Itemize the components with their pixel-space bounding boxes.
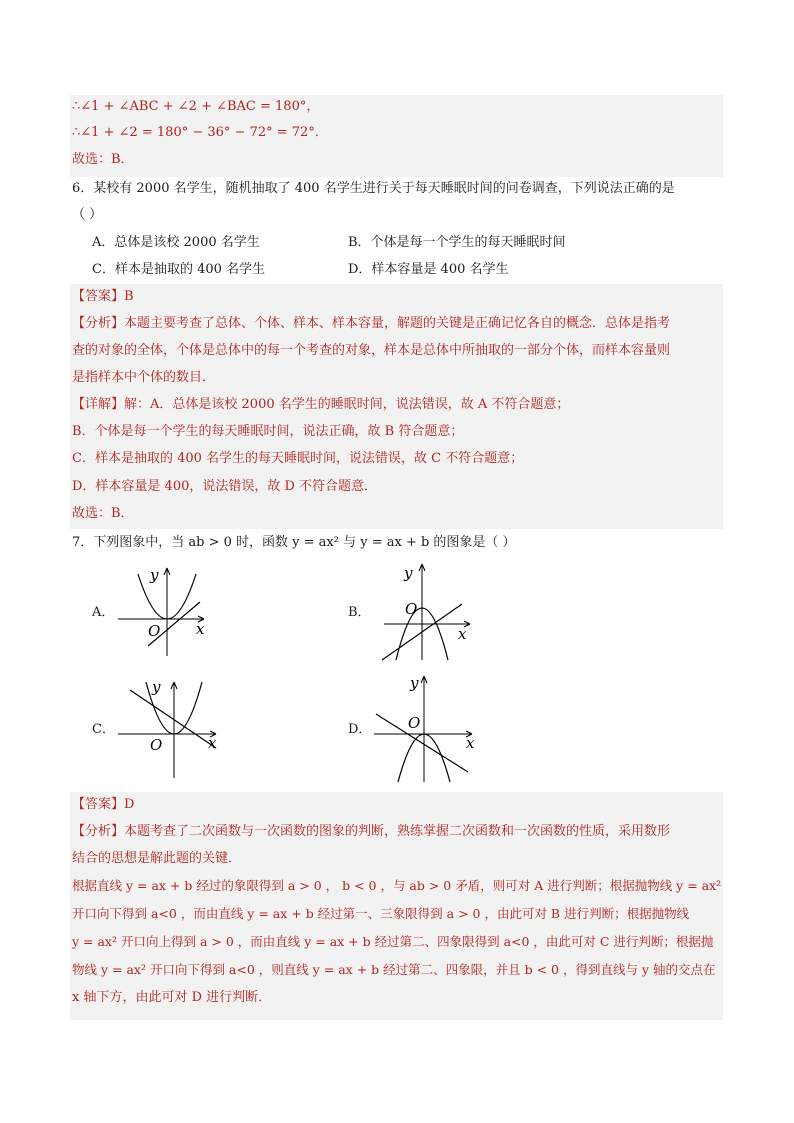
q6-answer: 【答案】B: [72, 289, 134, 304]
q6-detail-2: B．个体是每一个学生的每天睡眠时间，说法正确，故 B 符合题意；: [72, 424, 464, 439]
q7-stem: 7．下列图象中，当 ab > 0 时，函数 y = ax² 与 y = ax + b 的图象是（ ）: [72, 535, 516, 550]
q7-label-a: A．: [92, 605, 115, 620]
graph-a-y-label: y: [150, 566, 159, 584]
proof-line-2: ∴∠1 + ∠2 = 180° − 36° − 72° = 72°．: [72, 125, 328, 140]
q7-paragraph-3: y = ax² 开口向上得到 a > 0 ，而由直线 y = ax + b 经过第二、四象限得到 a<0 ，由此可对 C 进行判断；根据抛: [72, 934, 714, 949]
graph-d-y-label: y: [410, 674, 419, 692]
q7-paragraph-5: x 轴下方，由此可对 D 进行判断．: [72, 990, 272, 1005]
q6-paren: （ ）: [72, 207, 103, 222]
q6-option-a: A．总体是该校 2000 名学生: [92, 235, 260, 250]
choose-line-q5: 故选：B．: [72, 152, 134, 167]
graph-b-x-label: x: [458, 625, 467, 643]
q7-paragraph-2: 开口向下得到 a<0 ，而由直线 y = ax + b 经过第一、三象限得到 a > 0 ，由此可对 B 进行判断；根据抛物线: [72, 906, 690, 921]
q6-option-b: B．个体是每一个学生的每天睡眠时间: [348, 235, 566, 250]
graph-a-x-label: x: [196, 620, 205, 638]
graph-b-origin: O: [405, 600, 418, 618]
q7-label-b: B．: [348, 605, 371, 620]
graph-d-origin: O: [408, 714, 421, 732]
graph-c-x-label: x: [208, 734, 217, 752]
q7-answer: 【答案】D: [72, 797, 135, 812]
q7-paragraph-1: 根据直线 y = ax + b 经过的象限得到 a > 0 ， b < 0 ，与 ab > 0 矛盾，则可对 A 进行判断；根据抛物线 y = ax²: [72, 878, 722, 893]
graph-b-y-label: y: [404, 564, 413, 582]
graph-b: [378, 560, 478, 664]
q7-label-d: D．: [348, 722, 372, 737]
graph-d: [368, 672, 480, 784]
graph-c-origin: O: [150, 736, 163, 754]
graph-c-y-label: y: [152, 678, 161, 696]
graph-d-x-label: x: [466, 734, 475, 752]
q6-option-c: C．样本是抽取的 400 名学生: [92, 262, 266, 277]
q7-paragraph-4: 物线 y = ax² 开口向下得到 a<0 ，则直线 y = ax + b 经过第二、四象限，并且 b < 0 ，得到直线与 y 轴的交点在: [72, 962, 716, 977]
q6-analysis-1: 【分析】本题主要考查了总体、个体、样本、样本容量，解题的关键是正确记忆各自的概念．总体是指考: [72, 316, 671, 331]
q6-analysis-2: 查的对象的全体，个体是总体中的每一个考查的对象，样本是总体中所抽取的一部分个体，而样本容量则: [72, 343, 671, 358]
q6-detail-4: D．样本容量是 400，说法错误，故 D 不符合题意．: [72, 479, 378, 494]
graph-a: [112, 562, 212, 660]
graph-c: [112, 676, 222, 780]
q7-label-c: C．: [92, 722, 115, 737]
q6-option-d: D．样本容量是 400 名学生: [348, 262, 509, 277]
q6-analysis-3: 是指样本中个体的数目．: [72, 370, 216, 385]
q6-stem: 6．某校有 2000 名学生，随机抽取了 400 名学生进行关于每天睡眠时间的问卷调查，下列说法正确的是: [72, 181, 675, 196]
q7-analysis-1: 【分析】本题考查了二次函数与一次函数的图象的判断，熟练掌握二次函数和一次函数的性质，采用数形: [72, 824, 671, 839]
q6-detail-1: 【详解】解：A．总体是该校 2000 名学生的睡眠时间，说法错误，故 A 不符合题意；: [72, 397, 570, 412]
q6-choose: 故选：B．: [72, 506, 134, 521]
proof-line-1: ∴∠1 + ∠ABC + ∠2 + ∠BAC = 180°，: [72, 99, 320, 114]
q7-analysis-2: 结合的思想是解此题的关键．: [72, 851, 242, 866]
graph-a-origin: O: [148, 622, 161, 640]
q6-detail-3: C．样本是抽取的 400 名学生的每天睡眠时间，说法错误，故 C 不符合题意；: [72, 451, 524, 466]
